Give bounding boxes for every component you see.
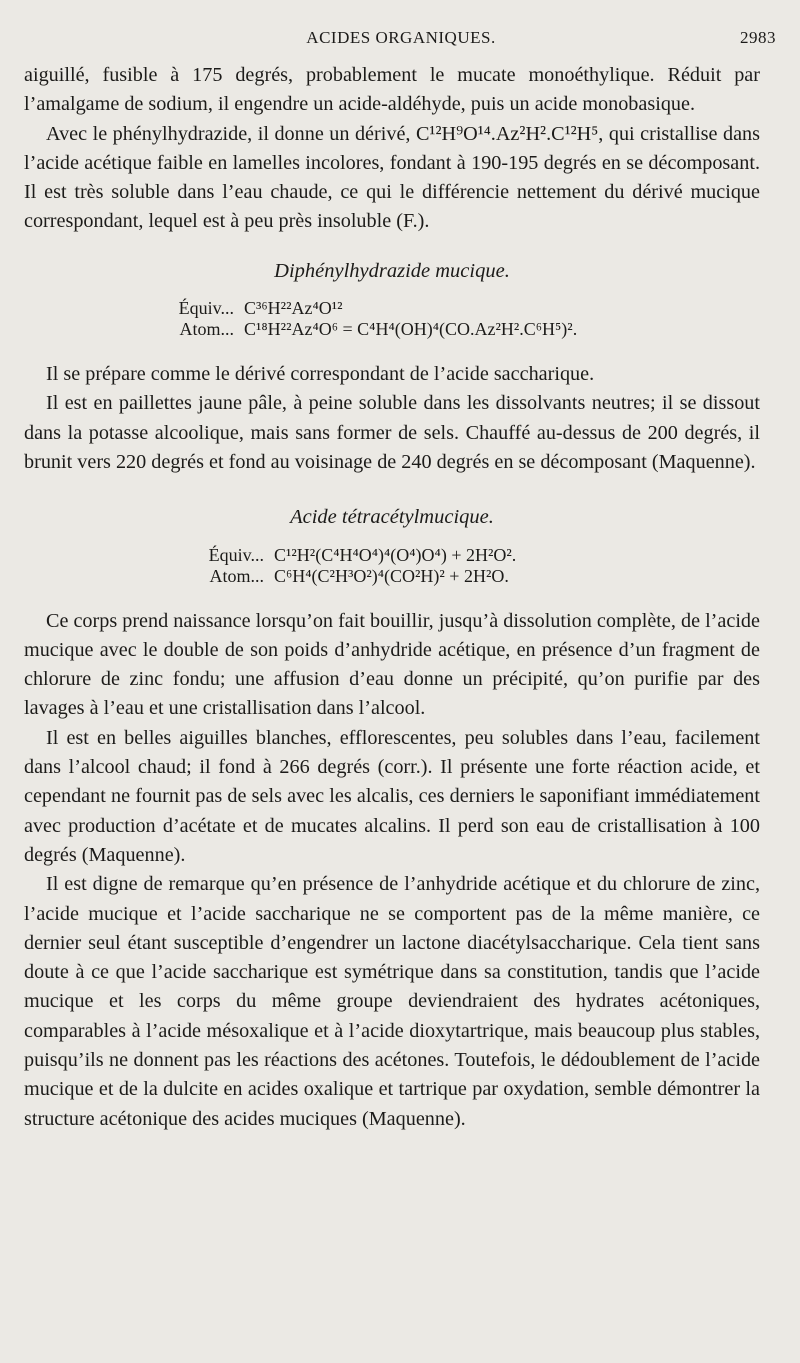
formula-block	[24, 545, 760, 587]
formula-label: Atom...	[179, 319, 234, 340]
paragraph: Ce corps prend naissance lorsqu’on fait bouillir, jusqu’à dissolution complète, de l’acide mucique avec le double de son poids d’anhydride acétique, en présence d’un fragment de chlorure de zinc fondu; une affusion d’eau donne un précipité, qu’on purifie par des lavages à l’eau et une cristallisation dans l’alcool.	[24, 609, 760, 720]
formula-value: C⁶H⁴(C²H³O²)⁴(CO²H)² + 2H²O.	[274, 565, 509, 586]
page-header	[24, 28, 778, 54]
section-title: Acide tétracétylmucique.	[290, 506, 494, 529]
paragraph: Avec le phénylhydrazide, il donne un dérivé, C¹²H⁹O¹⁴.Az²H².C¹²H⁵, qui cristallise dans l’acide acétique faible en lamelles incolores, fondant à 190-195 degrés en se décomposant. Il est très soluble dans l’eau chaude, ce qui le différencie nettement du dérivé mucique correspondant, lequel est à peu près insoluble (F.).	[24, 122, 760, 233]
formula-value: C¹²H²(C⁴H⁴O⁴)⁴(O⁴)O⁴) + 2H²O².	[274, 544, 517, 565]
paragraph: Il est en paillettes jaune pâle, à peine soluble dans les dissolvants neutres; il se dissout dans la potasse alcoolique, mais sans former de sels. Chauffé au-dessus de 200 degrés, il brunit vers 220 degrés et fond au voisinage de 240 degrés en se décomposant (Maquenne).	[24, 392, 760, 473]
formula-label: Équiv...	[208, 544, 264, 565]
formula-row	[24, 319, 760, 340]
formula-value: C¹⁸H²²Az⁴O⁶ = C⁴H⁴(OH)⁴(CO.Az²H².C⁶H⁵)².	[244, 319, 578, 340]
running-title: ACIDES ORGANIQUES.	[306, 28, 496, 47]
paragraph: Il est digne de remarque qu’en présence de l’anhydride acétique et du chlorure de zinc, l’acide mucique et l’acide saccharique ne se comportent pas de la même manière, ce dernier seul étant susceptible d’engendrer un lactone diacétylsaccharique. Cela tient sans doute à ce que l’acide saccharique est symétrique dans sa constitution, tandis que l’acide mucique et les corps du même groupe deviendraient des hydrates acétoniques, comparables à l’acide mésoxalique et à l’acide dioxytartrique, mais beaucoup plus stables, puisqu’ils ne donnent pas les réactions des acétones. Toutefois, le dédoublement de l’acide mucique et de la dulcite en acides oxalique et tartrique par oxydation, semble démontrer la structure acétonique des acides muciques (Maquenne).	[24, 873, 760, 1130]
paragraph: Il se prépare comme le dérivé correspondant de l’acide saccharique.	[46, 363, 595, 386]
formula-label: Atom...	[209, 565, 264, 586]
paragraph: aiguillé, fusible à 175 degrés, probablement le mucate monoéthylique. Réduit par l’amalgame de sodium, il engendre un acide-aldéhyde, puis un acide monobasique.	[24, 64, 760, 116]
page-body	[24, 61, 760, 1134]
paragraph: Il est en belles aiguilles blanches, efflorescentes, peu solubles dans l’eau, facilement dans l’alcool chaud; il fond à 266 degrés (corr.). Il présente une forte réaction acide, et cependant ne fournit pas de sels avec les alcalis, ces derniers le saponifiant immédiatement avec production d’acétate et de mucates alcalins. Il perd son eau de cristallisation à 100 degrés (Maquenne).	[24, 726, 760, 866]
formula-block	[24, 298, 760, 340]
section-title: Diphénylhydrazide mucique.	[274, 259, 510, 282]
formula-value: C³⁶H²²Az⁴O¹²	[244, 298, 343, 319]
formula-row	[24, 566, 760, 587]
page-number: 2983	[740, 28, 776, 47]
formula-row	[24, 298, 760, 319]
formula-row	[24, 545, 760, 566]
formula-label: Équiv...	[178, 298, 234, 319]
